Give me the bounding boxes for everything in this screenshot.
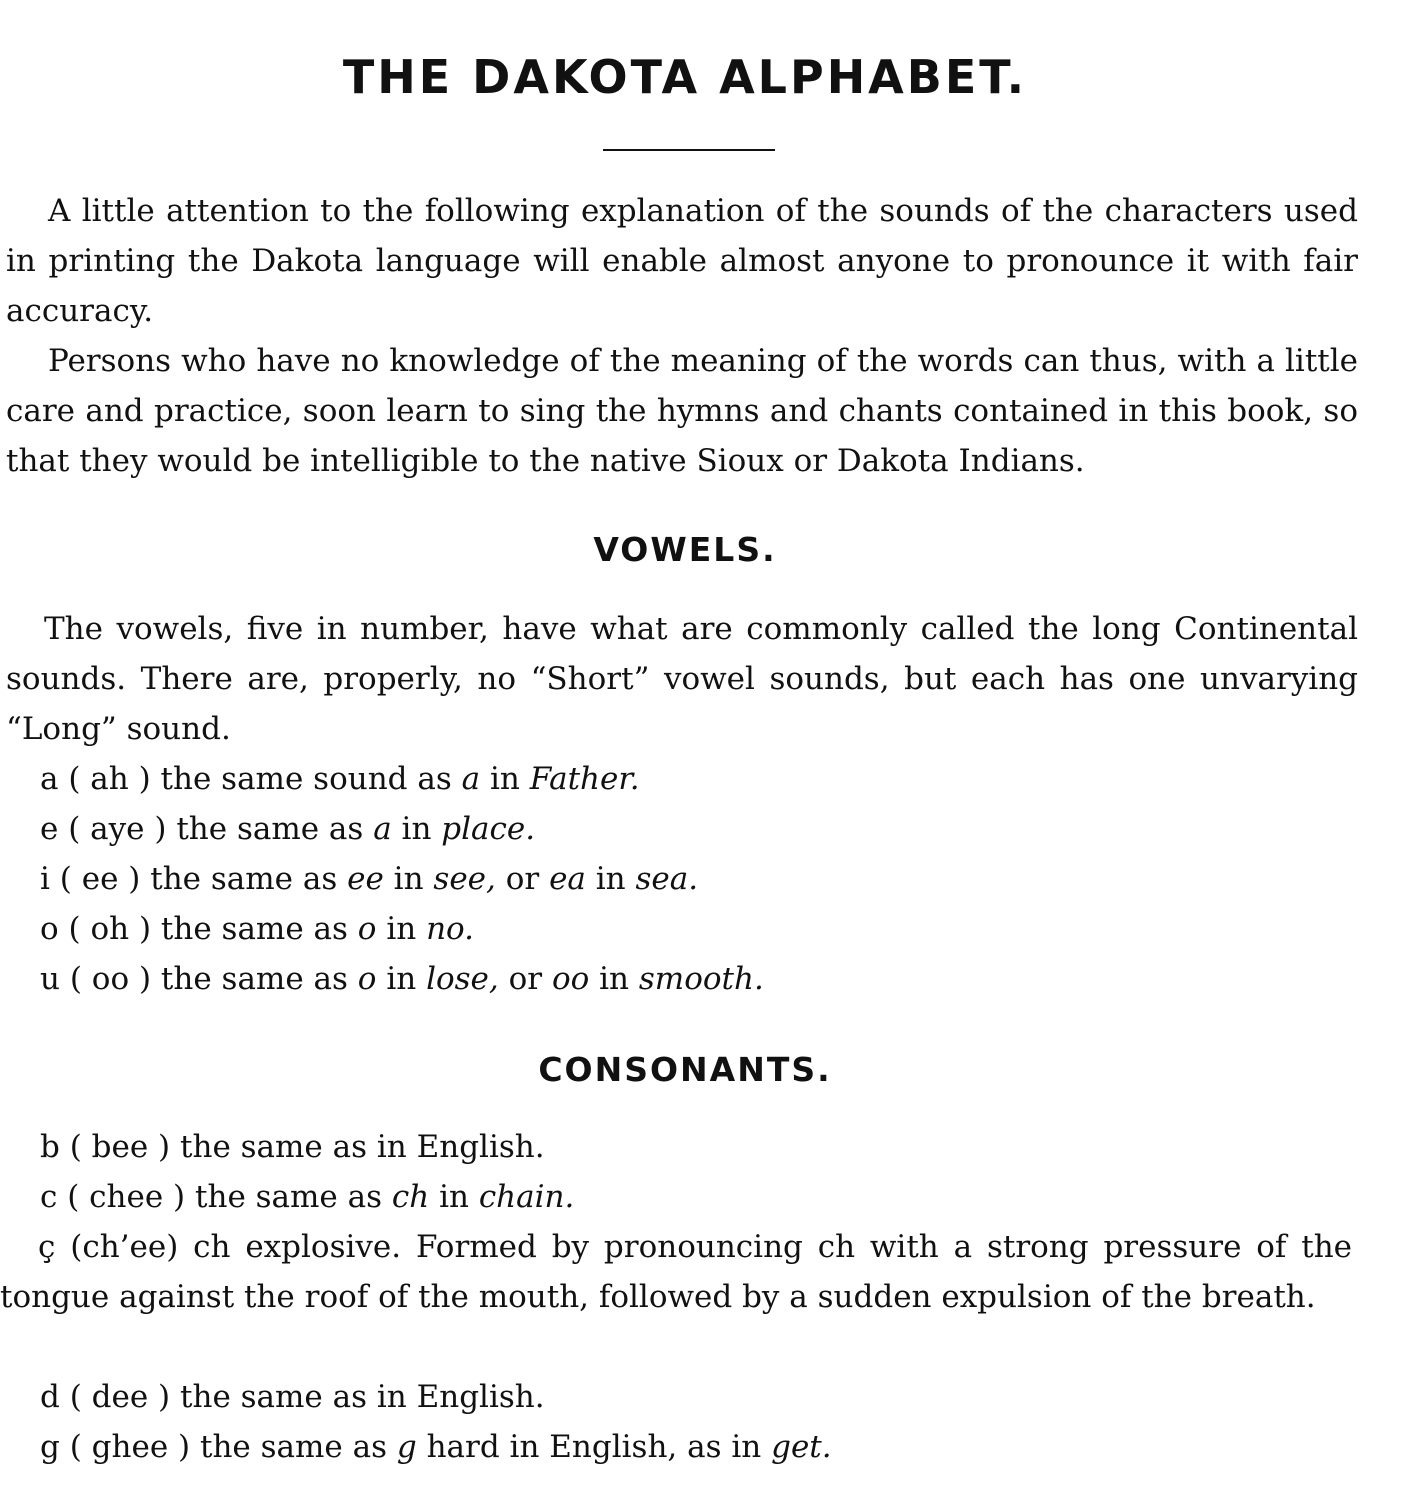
vowel-entry-a [40, 754, 640, 804]
consonant-sound: ( chee ) [67, 1179, 186, 1215]
consonant-text: the same as [195, 1179, 383, 1215]
vowel-entry-i [40, 854, 698, 904]
vowels-heading: VOWELS. [593, 530, 777, 569]
consonant-entry-b [40, 1122, 545, 1172]
consonant-text: ch explosive. Formed by pronouncing ch with a strong pressure of the tongue against the roof of the mouth, followed by a sudden expulsion of the breath. [0, 1229, 1353, 1315]
vowel-example: a [373, 811, 392, 847]
vowel-letter: o [40, 911, 59, 947]
intro-paragraph-2: Persons who have no knowledge of the meaning of the words can thus, with a little care and practice, soon learn to sing the hymns and chants contained in this book, so that they would be intelligible to the native Sioux or Dakota Indians. [6, 343, 1358, 479]
consonant-example: g [396, 1429, 417, 1465]
intro-paragraph-1: A little attention to the following explanation of the sounds of the characters used in printing the Dakota language will enable almost anyone to pronounce it with fair accuracy. [6, 193, 1358, 329]
vowel-connector: in [595, 861, 626, 897]
consonant-connector: hard in English, as in [426, 1429, 762, 1465]
consonant-connector: in [439, 1179, 469, 1215]
consonant-text: the same as in English. [180, 1379, 545, 1415]
vowel-connector: or [508, 961, 543, 997]
page-title: THE DAKOTA ALPHABET. [342, 50, 1028, 104]
vowel-word: place. [441, 811, 536, 847]
vowel-text: the same as [160, 961, 348, 997]
vowel-example: ea [549, 861, 586, 897]
consonant-letter: d [40, 1379, 60, 1415]
vowel-sound: ( oo ) [69, 961, 152, 997]
vowel-connector: in [393, 861, 424, 897]
vowel-word: smooth. [638, 961, 764, 997]
consonant-example: ch [391, 1179, 430, 1215]
vowel-connector: in [386, 911, 417, 947]
vowel-connector: in [401, 811, 432, 847]
vowel-example: oo [551, 961, 590, 997]
consonant-entry-d [40, 1372, 545, 1422]
vowel-word: no. [426, 911, 475, 947]
vowel-connector: or [505, 861, 540, 897]
title-divider [603, 149, 775, 151]
vowel-connector: in [599, 961, 630, 997]
vowel-example: a [461, 761, 481, 797]
consonant-letter: ç [38, 1229, 56, 1265]
consonant-entry-c [40, 1172, 574, 1222]
vowel-entry-e [40, 804, 535, 854]
consonant-word: chain. [478, 1179, 575, 1215]
consonant-word: get. [771, 1429, 832, 1465]
consonant-letter: b [40, 1129, 60, 1165]
vowel-sound: ( ah ) [68, 761, 151, 797]
consonants-heading: CONSONANTS. [538, 1050, 832, 1089]
consonant-sound: ( dee ) [69, 1379, 171, 1415]
vowel-word: see, [433, 861, 496, 897]
consonant-entry-g [40, 1422, 832, 1472]
vowels-description: The vowels, five in number, have what are commonly called the long Continental sounds. There are, properly, no “Short” vowel sounds, but each has one unvarying “Long” sound. [6, 611, 1358, 747]
vowel-word: sea. [635, 861, 699, 897]
vowel-example: o [357, 961, 377, 997]
vowel-sound: ( aye ) [68, 811, 167, 847]
vowel-entry-u [40, 954, 764, 1004]
consonant-letter: c [40, 1179, 58, 1215]
vowel-sound: ( ee ) [59, 861, 141, 897]
vowel-text: the same as [160, 911, 348, 947]
vowel-connector: in [489, 761, 520, 797]
consonant-text: the same as in English. [180, 1129, 545, 1165]
vowel-letter: i [40, 861, 50, 897]
consonant-letter: g [40, 1429, 60, 1465]
consonant-sound: (ch’ee) [70, 1229, 179, 1265]
consonant-entry-c-cedilla [0, 1222, 1352, 1322]
vowel-text: the same as [150, 861, 338, 897]
vowel-word: Father. [529, 761, 640, 797]
vowel-example: o [357, 911, 377, 947]
consonant-sound: ( ghee ) [69, 1429, 191, 1465]
consonant-text: the same as [199, 1429, 387, 1465]
vowel-letter: a [40, 761, 59, 797]
consonant-sound: ( bee ) [69, 1129, 171, 1165]
vowel-text: the same sound as [160, 761, 452, 797]
vowel-entry-o [40, 904, 474, 954]
vowel-text: the same as [176, 811, 364, 847]
vowel-letter: u [40, 961, 60, 997]
vowel-example: ee [347, 861, 384, 897]
vowel-connector: in [386, 961, 417, 997]
vowel-letter: e [40, 811, 59, 847]
vowel-word: lose, [426, 961, 499, 997]
vowel-sound: ( oh ) [68, 911, 152, 947]
